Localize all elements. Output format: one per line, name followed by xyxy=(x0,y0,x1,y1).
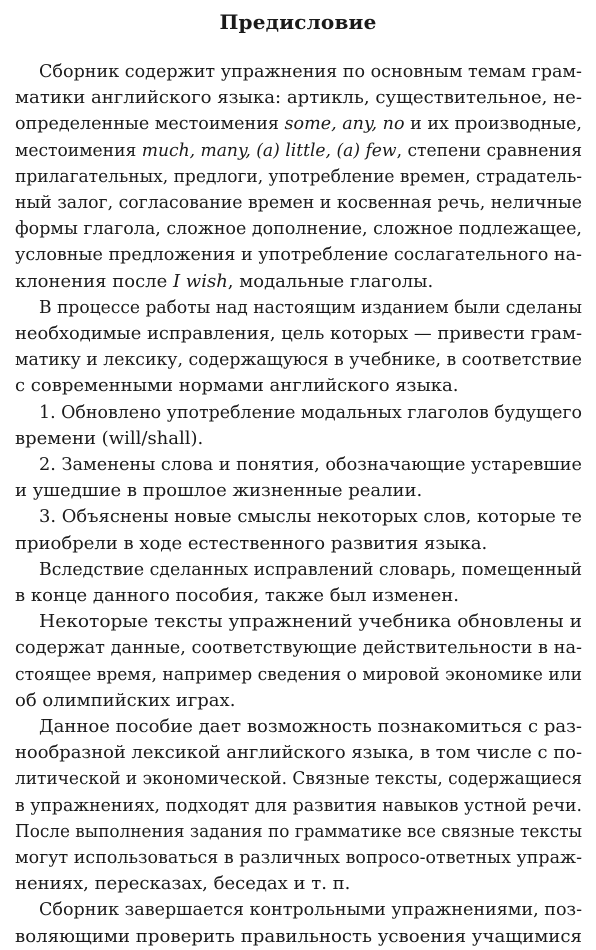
text-line xyxy=(0,321,596,347)
text-run: , степени сравнения xyxy=(396,139,582,161)
text-line xyxy=(0,819,596,845)
text-run: 1. Обновлено употребление модальных глаголов будущего xyxy=(39,401,582,423)
text-run: формы глагола, сложное дополнение, сложное подлежащее, xyxy=(15,218,582,240)
text-line xyxy=(0,740,596,766)
text-run: ный залог, согласование времен и косвенная речь, неличные xyxy=(15,192,582,213)
text-run: могут использоваться в различных вопросо-ответных упраж- xyxy=(15,847,582,868)
text-run: нениях, пересказах, беседах и т. п. xyxy=(15,873,351,895)
text-line xyxy=(0,714,596,740)
text-line xyxy=(0,85,596,111)
text-run: , модальные глаголы. xyxy=(227,270,434,292)
italic-term: I wish xyxy=(172,270,228,292)
text-run: литической и экономической. Связные тексты, содержащиеся xyxy=(15,768,582,790)
text-line xyxy=(0,688,596,714)
text-run: в конце данного пособия, также был изменен. xyxy=(15,585,459,606)
text-line xyxy=(0,347,596,373)
text-run: После выполнения задания по грамматике все связные тексты xyxy=(15,820,582,842)
text-run: с современными нормами английского языка. xyxy=(15,375,459,397)
text-run: Вследствие сделанных исправлений словарь, помещенный xyxy=(39,558,582,580)
text-line xyxy=(0,373,596,399)
text-run: Сборник содержит упражнения по основным темам грам- xyxy=(39,61,582,82)
text-run: времени (will/shall). xyxy=(15,427,204,449)
text-line xyxy=(0,531,596,557)
text-run: В процессе работы над настоящим изданием были сделаны xyxy=(39,296,582,318)
italic-term: some, any, no xyxy=(284,113,405,135)
text-run: 2. Заменены слова и понятия, обозначающие устаревшие xyxy=(39,454,582,475)
text-run: и их производные, xyxy=(404,113,582,135)
text-line xyxy=(0,59,596,85)
text-run: местоимения xyxy=(15,139,142,161)
text-line xyxy=(0,766,596,792)
text-run: 3. Объяснены новые смыслы некоторых слов, которые те xyxy=(39,506,582,528)
text-run: прилагательных, предлоги, употребление времен, страдатель- xyxy=(15,165,582,187)
text-run: Сборник завершается контрольными упражнениями, поз- xyxy=(39,899,582,921)
text-run: определенные местоимения xyxy=(15,113,285,135)
text-run: условные предложения и употребление сослагательного на- xyxy=(15,244,582,266)
text-run: воляющими проверить правильность усвоения учащимися xyxy=(15,925,582,947)
text-line xyxy=(0,164,596,190)
text-line xyxy=(0,583,596,609)
text-run: матики английского языка: артикль, существительное, не- xyxy=(15,87,582,109)
text-line xyxy=(0,295,596,321)
text-run: необходимые исправления, цель которых — привести грам- xyxy=(15,323,582,344)
text-line xyxy=(0,400,596,426)
text-line xyxy=(0,793,596,819)
text-run: клонения после xyxy=(15,270,173,292)
italic-term: much, many, (a) little, (a) few xyxy=(141,139,397,161)
text-line xyxy=(0,845,596,871)
text-run: Некоторые тексты упражнений учебника обновлены и xyxy=(39,611,582,633)
text-run: и ушедшие в прошлое жизненные реалии. xyxy=(15,480,423,502)
text-run: нообразной лексикой английского языка, в том числе с по- xyxy=(15,742,582,764)
text-run: содержат данные, соответствующие действительности в на- xyxy=(15,637,582,659)
text-run: приобрели в ходе естественного развития языка. xyxy=(15,532,488,554)
text-line xyxy=(0,242,596,268)
text-line xyxy=(0,452,596,478)
text-line xyxy=(0,871,596,897)
text-line xyxy=(0,138,596,164)
text-run: Данное пособие дает возможность познакомиться с раз- xyxy=(39,716,582,737)
text-run: матику и лексику, содержащуюся в учебнике, в соответствие xyxy=(15,349,582,371)
text-line xyxy=(0,216,596,242)
text-run: стоящее время, например сведения о мировой экономике или xyxy=(15,663,582,685)
text-line xyxy=(0,504,596,530)
text-run: об олимпийских играх. xyxy=(15,689,236,711)
text-run: в упражнениях, подходят для развития навыков устной речи. xyxy=(15,794,582,816)
text-line xyxy=(0,111,596,137)
text-line xyxy=(0,924,596,950)
text-line xyxy=(0,557,596,583)
text-line xyxy=(0,269,596,295)
text-line xyxy=(0,609,596,635)
text-line xyxy=(0,190,596,216)
page-title: Предисловие xyxy=(219,10,377,34)
text-line xyxy=(0,478,596,504)
text-line xyxy=(0,897,596,923)
text-line xyxy=(0,635,596,661)
text-line xyxy=(0,662,596,688)
text-line xyxy=(0,426,596,452)
